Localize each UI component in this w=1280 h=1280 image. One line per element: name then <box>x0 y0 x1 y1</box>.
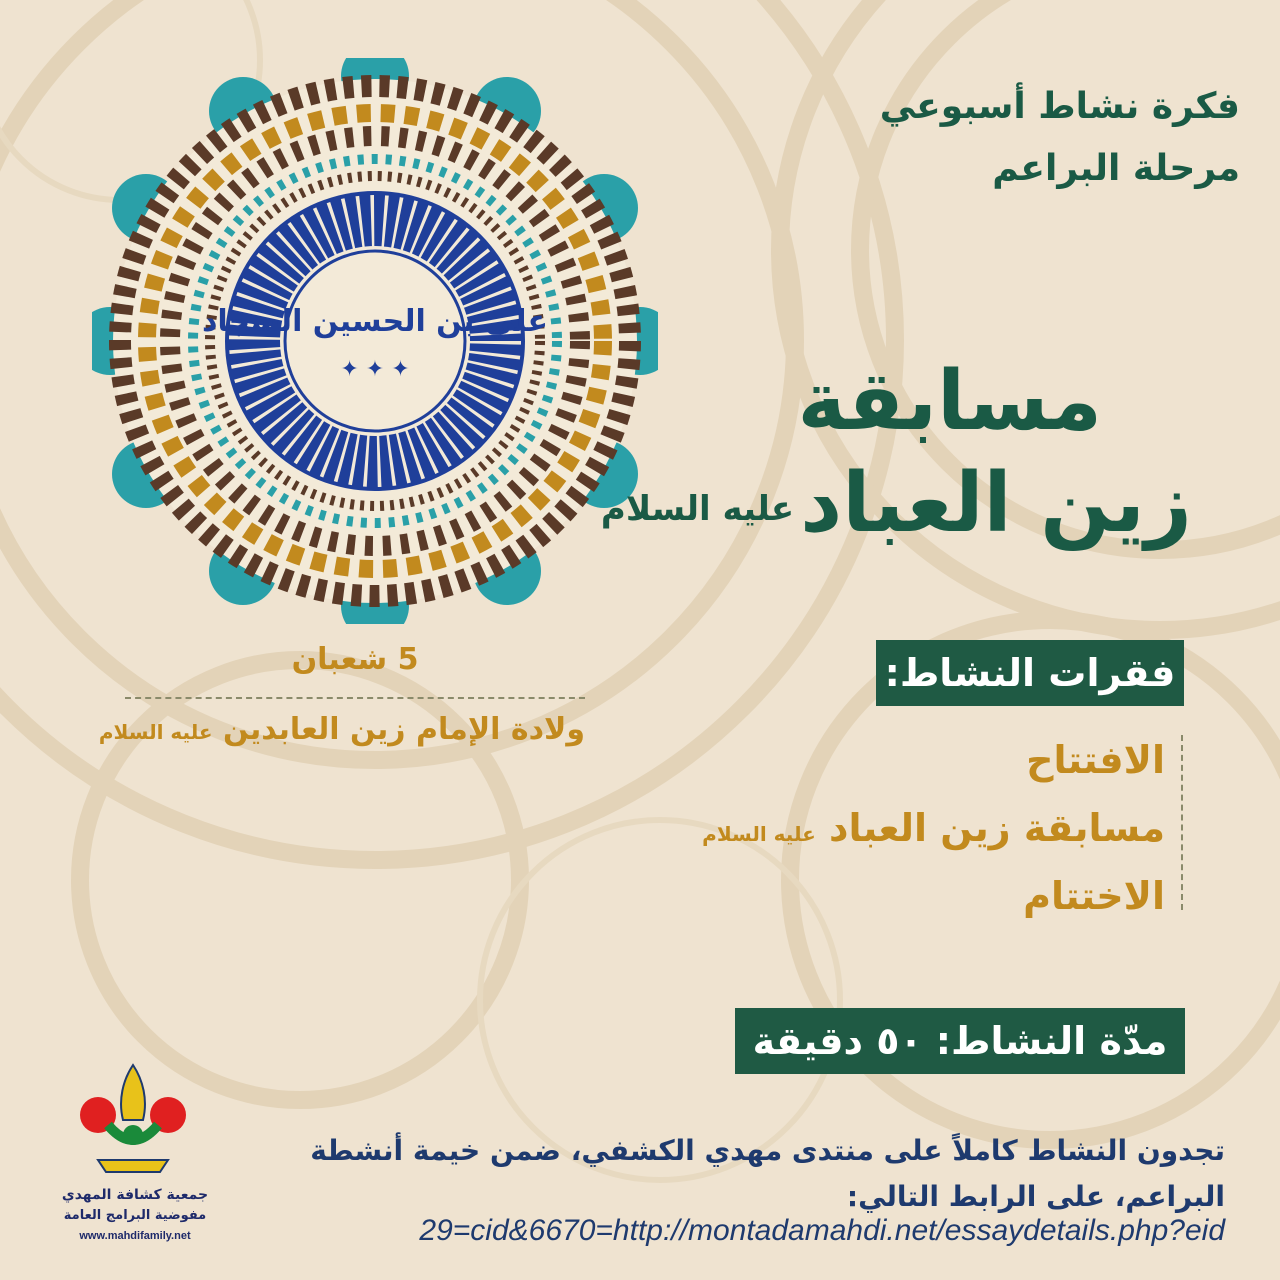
occasion-label: ولادة الإمام زين العابدين <box>222 712 585 747</box>
footer-text-line1: تجدون النشاط كاملاً على منتدى مهدي الكشفي، ضمن خيمة أنشطة <box>310 1134 1225 1167</box>
occasion-divider <box>125 697 585 699</box>
title-salutation: عليه السلام <box>600 488 795 529</box>
page-title-line1: مسابقة <box>797 354 1102 449</box>
logo-org-name: جمعية كشافة المهدي <box>61 1187 209 1203</box>
activity-item-label: مسابقة زين العباد <box>829 806 1165 850</box>
occasion-date: 5 شعبان <box>291 642 419 677</box>
activity-item <box>1026 738 1165 782</box>
page-title-main: زين العباد <box>800 456 1192 551</box>
activity-item-label: الافتتاح <box>1026 738 1165 782</box>
items-divider <box>1181 735 1183 910</box>
calligraphy-emblem <box>92 58 658 624</box>
svg-text:✦ ✦ ✦: ✦ ✦ ✦ <box>340 357 410 382</box>
page-title-line2 <box>601 456 1192 551</box>
header-line1: فكرة نشاط أسبوعي <box>879 86 1240 127</box>
activity-item <box>702 806 1165 850</box>
occasion-text <box>98 712 585 747</box>
emblem-calligraphy: علي بن الحسين السجاد <box>202 304 548 339</box>
scouts-logo-icon <box>68 1060 198 1180</box>
activity-heading: فقرات النشاط: <box>876 640 1184 706</box>
activity-item-label: الاختتام <box>1023 874 1165 918</box>
duration-badge: مدّة النشاط: ٥٠ دقيقة <box>735 1008 1185 1074</box>
activity-item <box>1023 874 1165 918</box>
header-line2: مرحلة البراعم <box>992 148 1240 189</box>
logo-website: www.mahdifamily.net <box>79 1230 191 1242</box>
activity-item-salutation: عليه السلام <box>702 822 816 846</box>
occasion-salutation: عليه السلام <box>98 720 213 744</box>
footer-link[interactable]: 29=cid&6670=http://montadamahdi.net/essaydetails.php?eid <box>419 1214 1225 1247</box>
footer-text-line2: البراعم، على الرابط التالي: <box>846 1180 1225 1213</box>
logo-department: مفوضية البرامج العامة <box>63 1208 207 1223</box>
